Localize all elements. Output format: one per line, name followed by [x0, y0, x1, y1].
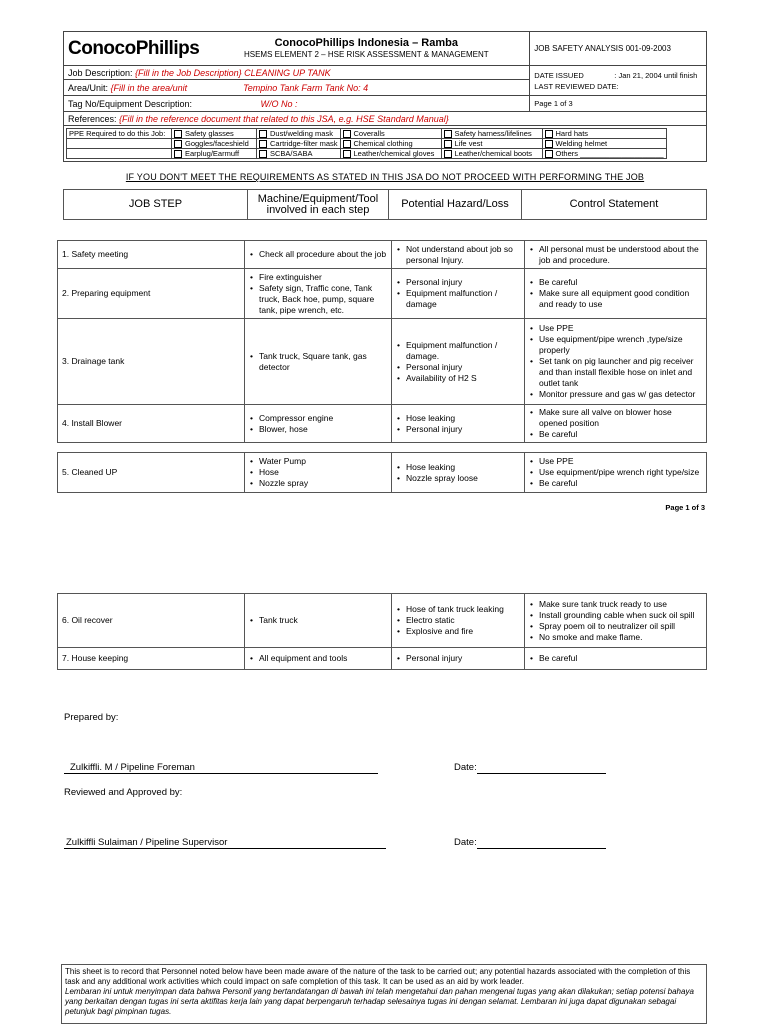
logo-cell — [64, 32, 204, 66]
area-label: Area/Unit: — [68, 82, 109, 93]
header-block — [63, 31, 707, 162]
references-label: References: — [68, 113, 117, 124]
jsa-title-cell — [530, 32, 707, 66]
date-cell — [530, 66, 707, 96]
col-header-hazard: Potential Hazard/Loss — [389, 190, 522, 220]
ppe-option[interactable]: Cartridge-filter mask — [257, 138, 341, 148]
hazard-list: • Hose of tank truck leaking • Electro static • Explosive and fire — [396, 604, 520, 637]
control-list: • Make sure all valve on blower hose opened position • Be careful — [529, 407, 702, 440]
ppe-option[interactable]: Welding helmet — [542, 138, 666, 148]
ppe-option[interactable]: SCBA/SABA — [257, 149, 341, 159]
tag-label: Tag No/Equipment Description: — [68, 98, 193, 109]
reviewed-date-label: Date: — [454, 837, 477, 848]
element-title: HSEMS ELEMENT 2 – HSE RISK ASSESSMENT & MANAGEMENT — [243, 49, 489, 59]
page-label: Page 1 of 3 — [534, 99, 573, 108]
last-reviewed-label: LAST REVIEWED DATE: — [534, 81, 619, 91]
checkbox-icon[interactable] — [343, 150, 351, 158]
step-cell: 3. Drainage tank — [58, 319, 245, 405]
ppe-option[interactable]: Hard hats — [542, 128, 666, 138]
company-title: ConocoPhillips Indonesia – Ramba — [274, 36, 458, 49]
checkbox-icon[interactable] — [545, 150, 553, 158]
machine-list: • All equipment and tools — [249, 653, 387, 664]
column-header-table — [63, 189, 707, 220]
control-list: • Use PPE • Use equipment/pipe wrench ,type/size properly • Set tank on pig launcher and pig receiver and than install flexible hose on inlet and outlet tank • Monitor pressure and gas w/ gas detector — [529, 323, 702, 400]
footer-english: This sheet is to record that Personnel noted below have been made aware of the nature of the task to be carried out; any potential hazards associated with the completion of this task and any additional work activities which could impact on safe completion of this task. It can be used as an aid by work leader. — [65, 967, 691, 986]
hazard-list: • Hose leaking • Personal injury — [396, 413, 520, 435]
ppe-option[interactable]: Earplug/Earmuff — [172, 149, 257, 159]
hazard-list: • Personal injury • Equipment malfunction / damage — [396, 277, 520, 310]
job-description-label: Job Description: — [68, 67, 133, 78]
warning-text: IF YOU DON'T MEET THE REQUIREMENTS AS STATED IN THIS JSA DO NOT PROCEED WITH PERFORMING THE JOB — [125, 172, 645, 182]
ppe-option[interactable]: Safety glasses — [172, 128, 257, 138]
date-issued-label: DATE ISSUED — [534, 70, 584, 80]
col-header-machine: Machine/Equipment/Tool involved in each step — [248, 190, 389, 220]
control-list: • All personal must be understood about the job and procedure. — [529, 244, 702, 266]
ppe-label: PPE Required to do this Job: — [67, 128, 172, 138]
reviewed-date-field[interactable] — [477, 848, 606, 849]
ppe-option[interactable]: Chemical clothing — [340, 138, 441, 148]
prepared-date-field[interactable] — [477, 773, 606, 774]
machine-list: • Tank truck — [249, 615, 387, 626]
table-row — [58, 453, 707, 493]
job-description-row — [64, 66, 530, 80]
checkbox-icon[interactable] — [174, 130, 182, 138]
ppe-option[interactable]: Leather/chemical gloves — [340, 149, 441, 159]
control-list: • Make sure tank truck ready to use • Install grounding cable when suck oil spill • Spray poem oil to neutralizer oil spill • No smoke and make flame. — [529, 599, 702, 643]
checkbox-icon[interactable] — [545, 130, 553, 138]
area-row — [64, 80, 530, 96]
control-list: • Use PPE • Use equipment/pipe wrench right type/size • Be careful — [529, 456, 702, 489]
table-row — [58, 648, 707, 670]
title-cell — [203, 32, 530, 66]
area-value-tank[interactable]: Tempino Tank Farm Tank No: 4 — [243, 82, 369, 93]
ppe-option[interactable]: Leather/chemical boots — [441, 149, 542, 159]
ppe-option[interactable]: Goggles/faceshield — [172, 138, 257, 148]
ppe-table — [66, 128, 667, 159]
area-value[interactable]: {Fill in the area/unit — [110, 82, 188, 93]
references-row — [64, 112, 707, 126]
hazard-list: • Not understand about job so personal Injury. — [396, 244, 520, 266]
prepared-by-name[interactable]: Zulkiffli. M / Pipeline Foreman — [64, 762, 378, 774]
prepared-by-label: Prepared by: — [64, 712, 119, 723]
checkbox-icon[interactable] — [545, 140, 553, 148]
hazard-list: • Equipment malfunction / damage. • Personal injury • Availability of H2 S — [396, 340, 520, 384]
step-cell: 5. Cleaned UP — [58, 453, 245, 493]
steps-table-1 — [57, 240, 707, 443]
reviewed-by-label: Reviewed and Approved by: — [64, 787, 183, 798]
jsa-title: JOB SAFETY ANALYSIS 001-09-2003 — [534, 44, 671, 53]
steps-table-2 — [57, 452, 707, 493]
ppe-option[interactable]: Others ____________________ — [542, 149, 666, 159]
table-row — [58, 319, 707, 405]
footer-indonesian: Lembaran ini untuk menyimpan data bahwa Personil yang bertandatangan di bawah ini telah mengetahui dan pahan mengenai tugas yang akan dilakukan; setiap potensi bahaya yang berkaitan dengan tugas ini serta aktifitas kerja lain yang dapat berpengaruh terhadap selesainya tugas ini dengan selamat. Lembaran ini juga dapat digunakan sebagai petunjuk bagi pimpinan tugas. — [65, 987, 694, 1016]
step-cell: 1. Safety meeting — [58, 241, 245, 269]
page-cell — [530, 96, 707, 112]
machine-list: • Fire extinguisher • Safety sign, Traffic cone, Tank truck, Back hoe, pump, square tank, pipe wrench, etc. — [249, 272, 387, 316]
checkbox-icon[interactable] — [343, 130, 351, 138]
job-description-value[interactable]: {Fill in the Job Description} CLEANING UP TANK — [135, 67, 331, 78]
hazard-list: • Hose leaking • Nozzle spray loose — [396, 462, 520, 484]
step-cell: 2. Preparing equipment — [58, 269, 245, 319]
checkbox-icon[interactable] — [259, 150, 267, 158]
page-number: Page 1 of 3 — [665, 503, 705, 512]
reviewed-by-name[interactable]: Zulkiffli Sulaiman / Pipeline Supervisor — [64, 837, 386, 849]
machine-list: • Check all procedure about the job — [249, 249, 387, 260]
table-row — [58, 405, 707, 443]
checkbox-icon[interactable] — [343, 140, 351, 148]
tag-row — [64, 96, 530, 112]
wo-number[interactable]: W/O No : — [260, 98, 298, 109]
steps-table-3 — [57, 593, 707, 670]
checkbox-icon[interactable] — [444, 130, 452, 138]
footer-notice — [61, 964, 707, 1024]
ppe-option[interactable]: Dust/welding mask — [257, 128, 341, 138]
ppe-option[interactable]: Safety harness/lifelines — [441, 128, 542, 138]
step-cell: 6. Oil recover — [58, 594, 245, 648]
header-table — [63, 31, 707, 162]
table-row — [58, 269, 707, 319]
prepared-date-label: Date: — [454, 762, 477, 773]
ppe-option[interactable]: Life vest — [441, 138, 542, 148]
checkbox-icon[interactable] — [444, 140, 452, 148]
machine-list: • Tank truck, Square tank, gas detector — [249, 351, 387, 373]
checkbox-icon[interactable] — [174, 150, 182, 158]
checkbox-icon[interactable] — [259, 130, 267, 138]
checkbox-icon[interactable] — [444, 150, 452, 158]
col-header-control: Control Statement — [522, 190, 707, 220]
checkbox-icon[interactable] — [174, 140, 182, 148]
col-header-step: JOB STEP — [64, 190, 248, 220]
machine-list: • Water Pump • Hose • Nozzle spray — [249, 456, 387, 489]
control-list: • Be careful — [529, 653, 702, 664]
ppe-option[interactable]: Coveralls — [340, 128, 441, 138]
company-logo: ConocoPhillips — [68, 37, 200, 59]
hazard-list: • Personal injury — [396, 653, 520, 664]
table-row — [58, 594, 707, 648]
step-cell: 4. Install Blower — [58, 405, 245, 443]
control-list: • Be careful • Make sure all equipment good condition and ready to use — [529, 277, 702, 310]
checkbox-icon[interactable] — [259, 140, 267, 148]
ppe-row — [64, 126, 707, 162]
machine-list: • Compressor engine • Blower, hose — [249, 413, 387, 435]
date-issued-value: : Jan 21, 2004 until finish — [614, 70, 698, 80]
table-row — [58, 241, 707, 269]
step-cell: 7. House keeping — [58, 648, 245, 670]
references-value[interactable]: {Fill in the reference document that related to this JSA, e.g. HSE Standard Manual} — [119, 113, 449, 124]
